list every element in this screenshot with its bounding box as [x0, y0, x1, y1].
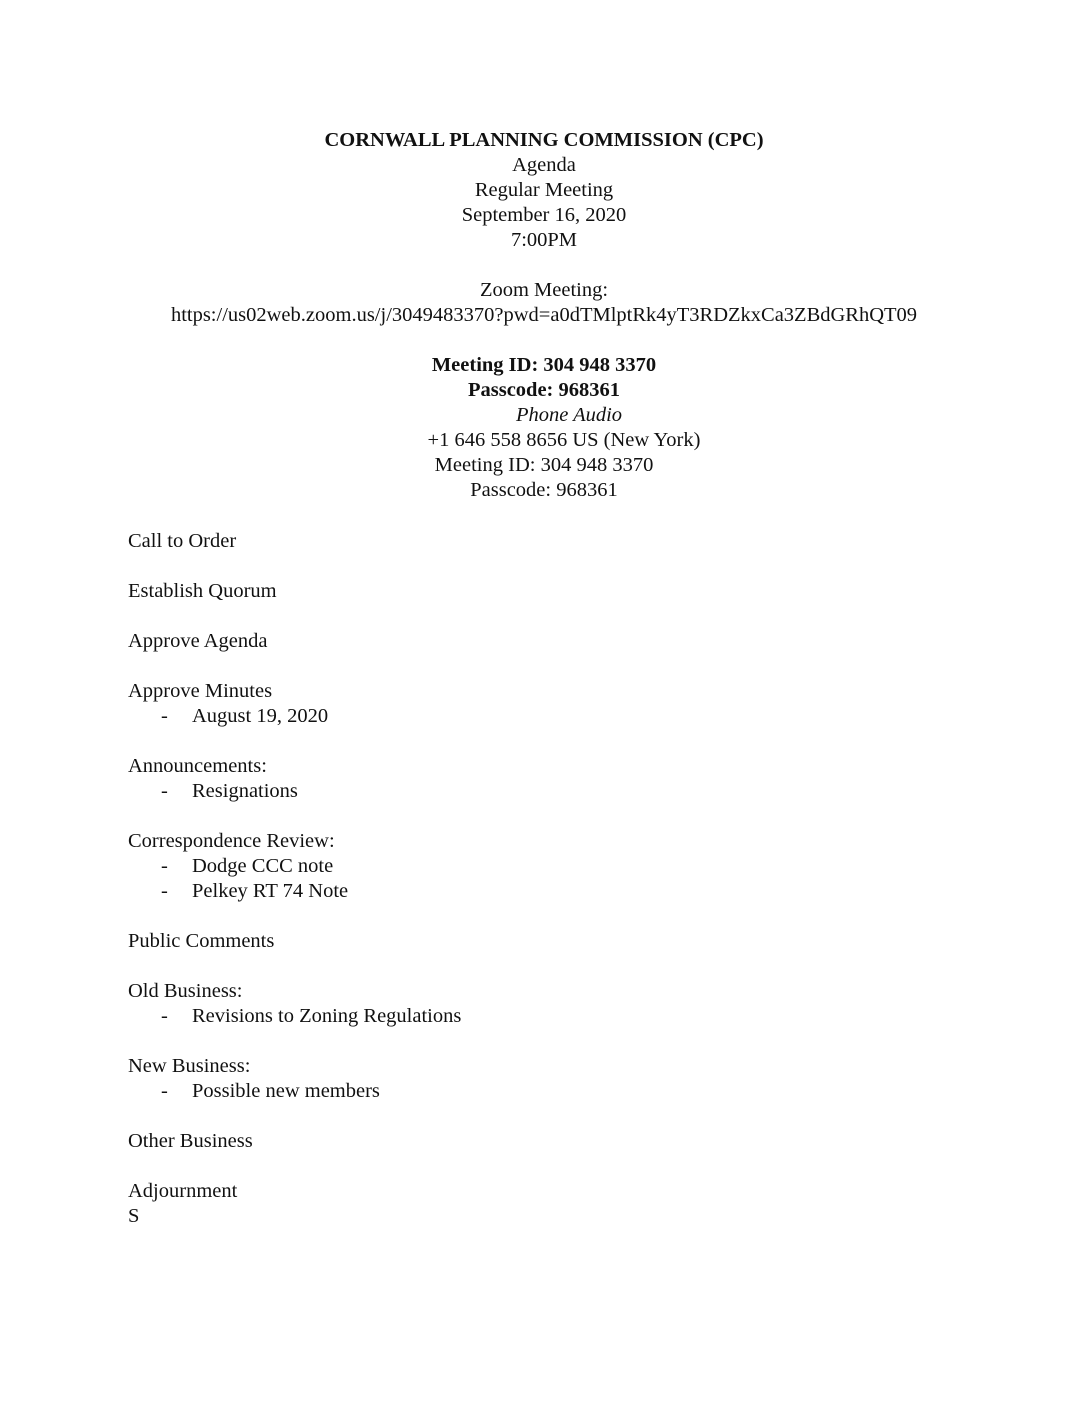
sub-item	[128, 704, 1008, 729]
zoom-meeting-id: Meeting ID: 304 948 3370	[431, 354, 657, 376]
sub-item-list	[128, 854, 1008, 904]
agenda-item-title: Old Business:	[128, 980, 243, 1002]
agenda-item-old-business	[128, 979, 1008, 1029]
sub-item-list	[128, 1004, 1008, 1029]
document-title: CORNWALL PLANNING COMMISSION (CPC)	[324, 129, 764, 151]
agenda-list	[128, 529, 1008, 1229]
sub-item-list	[128, 779, 1008, 804]
agenda-item-title: Call to Order	[128, 530, 237, 552]
agenda-item-new-business	[128, 1054, 1008, 1104]
agenda-item-approve-agenda	[128, 629, 1008, 654]
list-dash: -	[161, 1005, 168, 1027]
agenda-item-title: Adjournment	[128, 1180, 238, 1202]
agenda-item-approve-minutes	[128, 679, 1008, 729]
meeting-date: September 16, 2020	[461, 204, 627, 226]
sub-item-text: Pelkey RT 74 Note	[192, 880, 349, 902]
sub-item-text: Possible new members	[192, 1080, 380, 1102]
sub-item-list	[128, 704, 1008, 729]
phone-meeting-id: Meeting ID: 304 948 3370	[434, 454, 654, 476]
agenda-item-title: Establish Quorum	[128, 580, 277, 602]
document-type: Agenda	[512, 154, 576, 176]
list-dash: -	[161, 1080, 168, 1102]
phone-number: +1 646 558 8656 US (New York)	[427, 429, 701, 451]
sub-item-text: August 19, 2020	[192, 705, 329, 727]
trailing-text: S	[128, 1205, 140, 1227]
agenda-item-announcements	[128, 754, 1008, 804]
agenda-item-title: Other Business	[128, 1130, 253, 1152]
sub-item	[128, 854, 1008, 879]
zoom-block	[0, 278, 1088, 328]
meeting-time: 7:00PM	[510, 229, 578, 251]
sub-item	[128, 1004, 1008, 1029]
agenda-item-other-business	[128, 1129, 1008, 1154]
agenda-item-title: New Business:	[128, 1055, 251, 1077]
sub-item	[128, 879, 1008, 904]
sub-item-text: Revisions to Zoning Regulations	[192, 1005, 462, 1027]
agenda-item-call-to-order	[128, 529, 1008, 554]
list-dash: -	[161, 780, 168, 802]
list-dash: -	[161, 855, 168, 877]
agenda-item-public-comments	[128, 929, 1008, 954]
agenda-item-title: Correspondence Review:	[128, 830, 335, 852]
sub-item	[128, 779, 1008, 804]
sub-item	[128, 1079, 1008, 1104]
meeting-type: Regular Meeting	[474, 179, 614, 201]
header-block	[0, 128, 1088, 253]
agenda-item-establish-quorum	[128, 579, 1008, 604]
list-dash: -	[161, 705, 168, 727]
agenda-item-adjournment	[128, 1179, 1008, 1229]
phone-audio-label: Phone Audio	[515, 404, 623, 426]
agenda-item-correspondence	[128, 829, 1008, 904]
agenda-item-title: Approve Agenda	[128, 630, 268, 652]
zoom-passcode: Passcode: 968361	[467, 379, 621, 401]
phone-audio-block	[0, 403, 1088, 503]
phone-passcode: Passcode: 968361	[470, 479, 618, 501]
agenda-item-title: Announcements:	[128, 755, 267, 777]
sub-item-text: Dodge CCC note	[192, 855, 334, 877]
zoom-credentials	[0, 353, 1088, 403]
list-dash: -	[161, 880, 168, 902]
agenda-item-title: Public Comments	[128, 930, 275, 952]
zoom-url-link[interactable]: https://us02web.zoom.us/j/3049483370?pwd=a0dTMlptRk4yT3RDZkxCa3ZBdGRhQT09	[170, 304, 918, 326]
agenda-item-title: Approve Minutes	[128, 680, 273, 702]
zoom-label: Zoom Meeting:	[479, 279, 609, 301]
sub-item-list	[128, 1079, 1008, 1104]
sub-item-text: Resignations	[192, 780, 298, 802]
